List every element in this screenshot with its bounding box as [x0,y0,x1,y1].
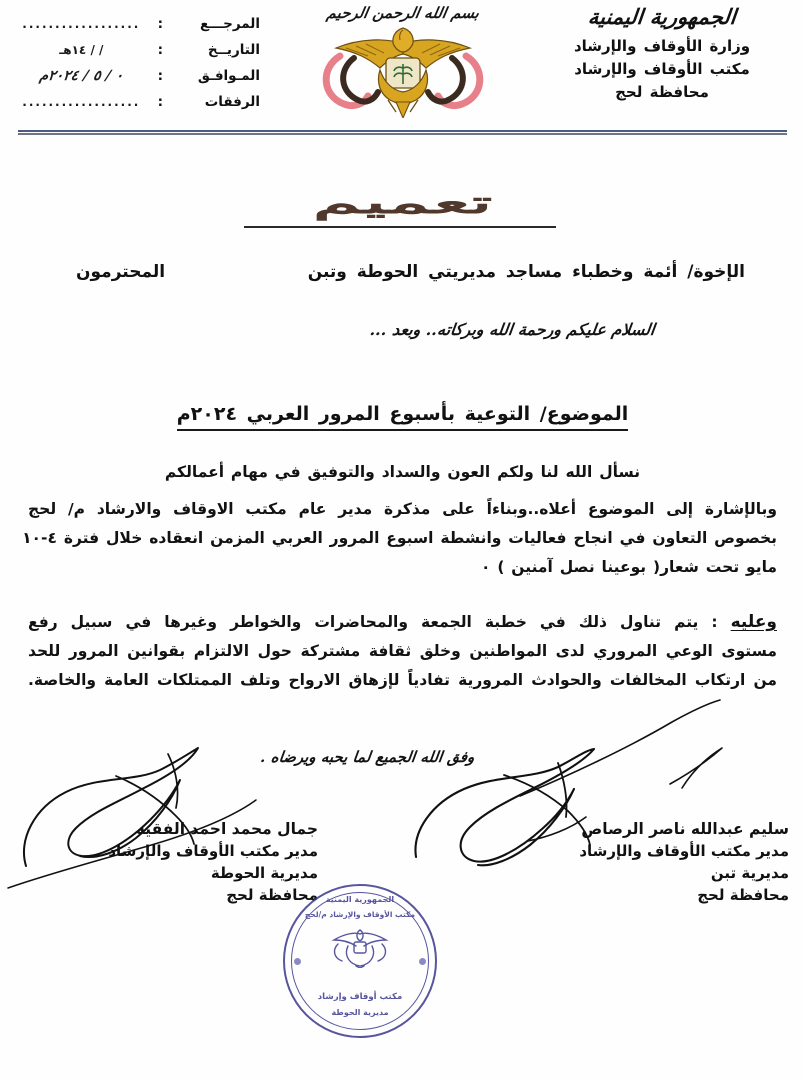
body-closing-line: وفق الله الجميع لما يحبه ويرضاه . [259,748,476,766]
addressee-honorific: المحترمون [76,262,166,282]
title-block [0,186,805,227]
emblem-area [303,2,503,126]
document-header [0,0,805,128]
body-opening-line: نسأل الله لنا ولكم العون والسداد والتوفيق في مهام أعمالكم [164,463,641,481]
addressee-text: الإخوة/ أئمة وخطباء مساجد مديريتي الحوطة وتبن [307,262,745,282]
subject-block [0,403,805,431]
signatory-directorate-right: مديرية تبن [710,864,789,882]
field-row-attachments [10,94,260,120]
reference-fields-block [10,16,260,120]
field-colon: : [157,94,163,110]
field-label-attachments: الرفقات [204,94,260,110]
signatory-directorate-left: مديرية الحوطة [210,864,318,882]
body-p1-line-2: بخصوص التعاون في انجاح فعاليات وانشطة اسبوع المرور العربي المزمن انعقاده خلال فترة ٤-١٠ [22,529,777,547]
state-name: الجمهورية اليمنية [586,4,738,29]
field-label-date: التاريــخ [207,42,260,58]
field-colon: : [157,68,163,84]
header-divider [18,130,787,135]
field-value-marja: .................. [22,17,141,31]
field-value-date: / / ١٤هـ [59,43,104,57]
signatory-governorate-right: محافظة لحج [697,886,789,904]
stamp-arc-top-text: الجمهورية اليمنية [325,895,395,904]
field-colon: : [157,42,163,58]
governorate-name: محافظة لحج [615,82,709,101]
basmala-text: بسم الله الرحمن الرحيم [324,4,481,22]
ministry-identity-block [533,4,791,103]
field-row-marja [10,16,260,42]
field-value-gregorian-date: ٠ / ٥ / ٢٠٢٤م [38,68,125,84]
body-p2-lead: وعليه [730,612,777,632]
body-p1-line-1: وبالإشارة إلى الموضوع أعلاه..وبناءاً على مذكرة مدير عام مكتب الاوقاف والارشاد م/ لحج [28,500,777,518]
office-name: مكتب الأوقاف والإرشاد [574,59,750,78]
stamp-office-text: مكتب الأوقاف والإرشاد م/لحج [304,910,416,919]
signatory-name-right: سليم عبدالله ناصر الرصاص [581,820,789,838]
page-title: تعميم [312,186,493,221]
stamp-bottom-line-2: مديرية الحوطة [331,1008,389,1017]
field-label-marja: المرجـــع [200,16,260,32]
subject-text: الموضوع/ التوعية بأسبوع المرور العربي ٢٠٢٤م [177,403,629,431]
stamp-eagle-icon [285,928,435,974]
addressee-line [60,262,745,282]
ministry-name: وزارة الأوقاف والإرشاد [573,37,751,55]
field-label-gregorian-date: المـوافـق [197,68,260,84]
signature-block-left [18,818,318,906]
field-row-gregorian-date [10,68,260,94]
yemen-eagle-emblem-icon [310,22,496,118]
field-colon: : [157,16,163,32]
field-value-attachments: .................. [22,95,141,109]
field-row-date [10,42,260,68]
signatory-name-left: جمال محمد احمد الفقيه [135,820,318,838]
signatory-role-left: مدير مكتب الأوقاف والإرشاد [108,842,318,860]
stamp-bottom-line-1: مكتب أوقاف وإرشاد [317,992,403,1002]
signature-block-right [489,818,789,906]
greeting-text: السلام عليكم ورحمة الله وبركاته.. وبعد ... [369,320,657,339]
body-p2-line-2: مستوى الوعي المروري لدى المواطنين وخلق ثقافة مشتركة حول الالتزام بقوانين المرور للحد [28,642,777,660]
document-body [22,458,777,695]
signatory-governorate-left: محافظة لحج [226,886,318,904]
body-p2-line-1-rest: : يتم تناول ذلك في خطبة الجمعة والمحاضرات والخواطر وغيرها في سبيل رفع [28,613,731,631]
body-p2-line-3: من ارتكاب المخالفات والحوادث المرورية تفادياً لإزهاق الارواح وتلف الممتلكات العامة والخاصة. [28,671,777,689]
signatory-role-right: مدير مكتب الأوقاف والإرشاد [579,842,789,860]
body-p2-line-1 [28,608,777,637]
title-underline [244,226,556,228]
official-stamp [283,884,437,1038]
body-p1-line-3: مايو تحت شعار( بوعينا نصل آمنين ) ٠ [480,558,777,576]
